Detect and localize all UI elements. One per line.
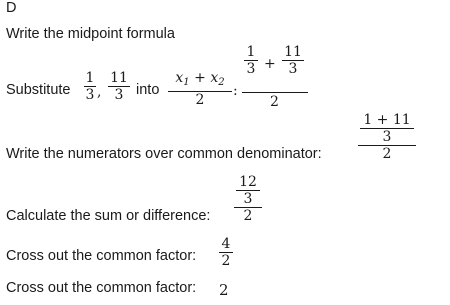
step-numerators-over-denominator: Write the numerators over common denominator:	[6, 146, 322, 162]
compound-inner2-denominator: 3	[288, 61, 298, 77]
step3-inner-numerator: 1 + 11	[363, 112, 411, 128]
compound-plus: +	[264, 56, 276, 72]
step3-outer-denominator: 2	[382, 146, 392, 162]
answer-letter: D	[6, 0, 17, 16]
compound-inner1-denominator: 3	[246, 61, 256, 77]
compound-denominator: 2	[270, 94, 279, 110]
colon: :	[233, 83, 238, 99]
step3-inner-denominator: 3	[382, 129, 392, 145]
final-result: 2	[219, 281, 229, 299]
compound-fraction-top-right	[282, 44, 304, 77]
step-cross-out-factor-2: Cross out the common factor:	[6, 280, 197, 296]
midpoint-formula-numerator: $x_1 + x_2$	[175, 70, 225, 88]
sub-fraction-1-numerator: 1	[85, 70, 95, 86]
step4-inner-numerator: 12	[239, 174, 257, 190]
step-into-label: into	[136, 82, 160, 98]
compound-main-bar	[242, 92, 308, 93]
compound-inner1-numerator: 1	[246, 44, 256, 60]
comma: ,	[97, 84, 102, 100]
step5-denominator: 2	[221, 253, 231, 269]
sub-fraction-2-denominator: 3	[114, 87, 124, 103]
sub-fraction-1-denominator: 3	[85, 87, 95, 103]
sub-fraction-2	[108, 70, 130, 103]
step-substitute-label: Substitute	[6, 82, 71, 98]
step-calculate-sum: Calculate the sum or difference:	[6, 208, 211, 224]
midpoint-formula-fraction	[168, 70, 232, 108]
step3-fraction	[358, 112, 416, 162]
sub-fraction-1	[84, 70, 96, 103]
step4-fraction	[234, 174, 262, 224]
step5-fraction	[219, 236, 233, 269]
compound-inner2-numerator: 11	[284, 44, 302, 60]
midpoint-formula-denominator: 2	[195, 92, 205, 108]
step4-outer-denominator: 2	[243, 208, 253, 224]
compound-fraction-top-left	[244, 44, 258, 77]
step-cross-out-factor-1: Cross out the common factor:	[6, 248, 197, 264]
step5-numerator: 4	[221, 236, 231, 252]
step4-inner-denominator: 3	[243, 191, 253, 207]
step-midpoint-formula: Write the midpoint formula	[6, 26, 175, 42]
sub-fraction-2-numerator: 11	[110, 70, 128, 86]
